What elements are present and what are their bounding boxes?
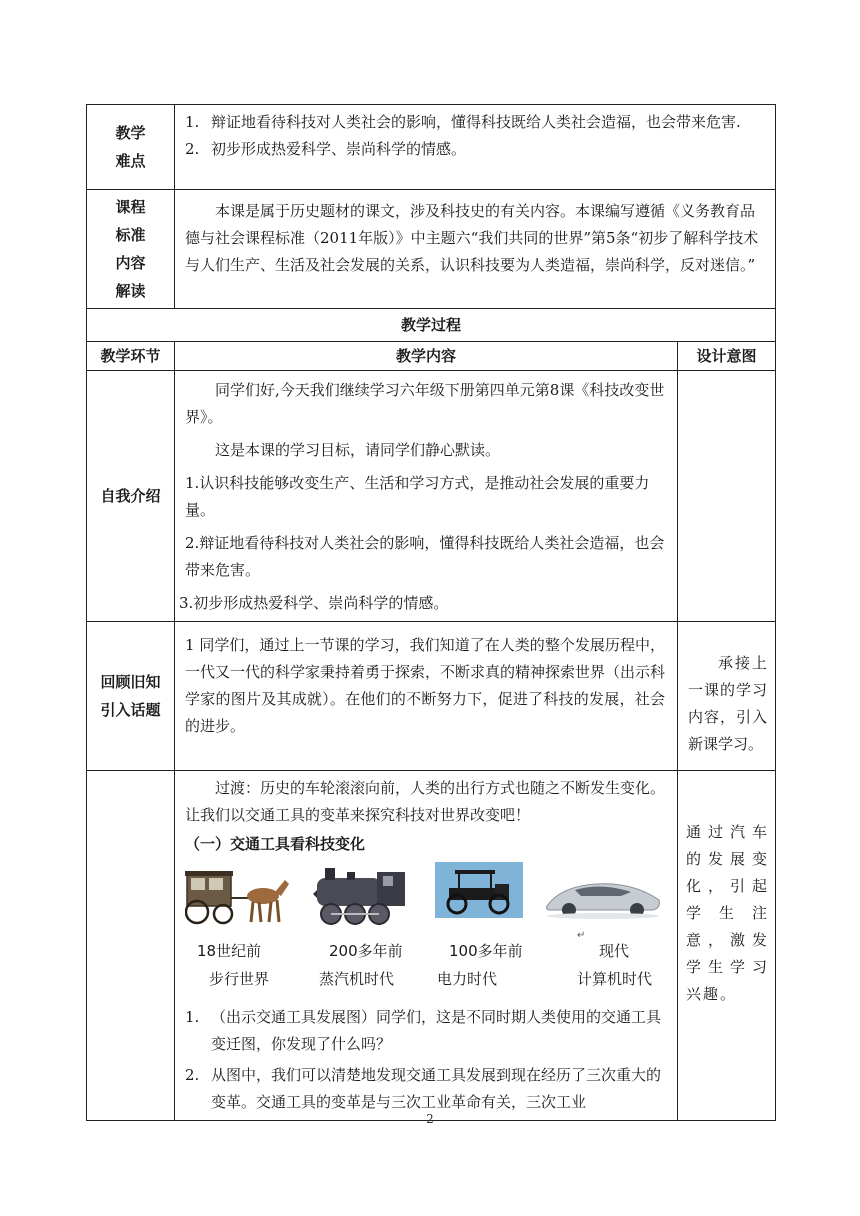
difficulty-item-1: 1. 辩证地看待科技对人类社会的影响，懂得科技既给人类社会造福，也会带来危害. <box>185 113 741 131</box>
transport-content <box>175 771 678 1121</box>
col-stage-header: 教学环节 <box>87 342 175 371</box>
intro-content <box>175 371 678 622</box>
vehicle-images <box>185 862 665 1002</box>
transport-stage <box>87 771 175 1121</box>
lesson-plan-table-wrap <box>86 104 775 1121</box>
difficulty-label: 教学 难点 <box>87 105 175 190</box>
horse-carriage-image <box>185 868 293 926</box>
caption-name-4: 计算机时代 <box>577 970 653 988</box>
intro-goal-2: 2.辩证地看待科技对人类社会的影响，懂得科技既给人类社会造福，也会带来危害。 <box>185 534 665 579</box>
return-mark-icon: ↵ <box>577 930 586 941</box>
col-content-header: 教学内容 <box>175 342 678 371</box>
transport-intent: 通过汽车的发展变化，引起学生注意，激发学生学习兴趣。 <box>678 771 776 1121</box>
lesson-plan-table <box>86 104 776 1121</box>
modern-car-image <box>541 876 665 920</box>
process-header-row <box>87 342 776 371</box>
review-intent: 承接上一课的学习内容，引入新课学习。 <box>678 622 776 771</box>
difficulty-row <box>87 105 776 190</box>
caption-era-1: 18世纪前 <box>197 942 262 960</box>
standard-label: 课程 标准 内容 解读 <box>87 190 175 309</box>
difficulty-item-2: 2. 初步形成热爱科学、崇尚科学的情感。 <box>185 140 467 158</box>
review-row <box>87 622 776 771</box>
standard-content <box>175 190 776 309</box>
transport-row <box>87 771 776 1121</box>
page-number: 2 <box>426 1112 434 1126</box>
caption-era-4: 现代 <box>599 942 630 960</box>
caption-name-3: 电力时代 <box>437 970 498 988</box>
intro-goal-1: 1.认识科技能够改变生产、生活和学习方式，是推动社会发展的重要力量。 <box>185 474 650 519</box>
process-title-row <box>87 309 776 342</box>
transport-section-title: （一）交通工具看科技变化 <box>185 835 366 853</box>
transport-question-1: 1. （出示交通工具发展图）同学们，这是不同时期人类使用的交通工具变迁图，你发现了什么吗？ <box>185 1008 662 1053</box>
caption-name-2: 蒸汽机时代 <box>319 970 395 988</box>
intro-stage: 自我介绍 <box>87 371 175 622</box>
standard-text: 本课是属于历史题材的课文，涉及科技史的有关内容。本课编写遵循《义务教育品德与社会课程标准（2011年版）》中主题六“我们共同的世界”第5条“初步了解科学技术与人们生产、生活及社会发展的关系，认识科技要为人类造福，崇尚科学，反对迷信。” <box>185 202 759 274</box>
process-title: 教学过程 <box>87 309 776 342</box>
review-stage: 回顾旧知 引入话题 <box>87 622 175 771</box>
caption-era-2: 200多年前 <box>329 942 403 960</box>
intro-p2: 这是本课的学习目标，请同学们静心默读。 <box>215 441 501 459</box>
standard-row <box>87 190 776 309</box>
intro-row <box>87 371 776 622</box>
difficulty-content <box>175 105 776 190</box>
caption-era-3: 100多年前 <box>449 942 523 960</box>
intro-intent <box>678 371 776 622</box>
intro-goal-3: 3.初步形成热爱科学、崇尚科学的情感。 <box>179 594 449 612</box>
intro-p1: 同学们好,今天我们继续学习六年级下册第四单元第8课《科技改变世界》。 <box>185 381 665 426</box>
transport-transition: 过渡：历史的车轮滚滚向前，人类的出行方式也随之不断发生变化。让我们以交通工具的变革来探究科技对世界改变吧！ <box>185 779 666 824</box>
steam-locomotive-image <box>313 864 413 928</box>
review-content <box>175 622 678 771</box>
review-text: 1 同学们，通过上一节课的学习，我们知道了在人类的整个发展历程中，一代又一代的科学家秉持着勇于探索，不断求真的精神探索世界（出示科学家的图片及其成就）。在他们的不断努力下，促进了科技的发展，社会的进步。 <box>185 636 666 735</box>
transport-question-2: 2. 从图中，我们可以清楚地发现交通工具发展到现在经历了三次重大的变革。交通工具的变革是与三次工业革命有关，三次工业 <box>185 1066 662 1111</box>
caption-name-1: 步行世界 <box>209 970 270 988</box>
early-automobile-image <box>435 862 523 918</box>
col-intent-header: 设计意图 <box>678 342 776 371</box>
